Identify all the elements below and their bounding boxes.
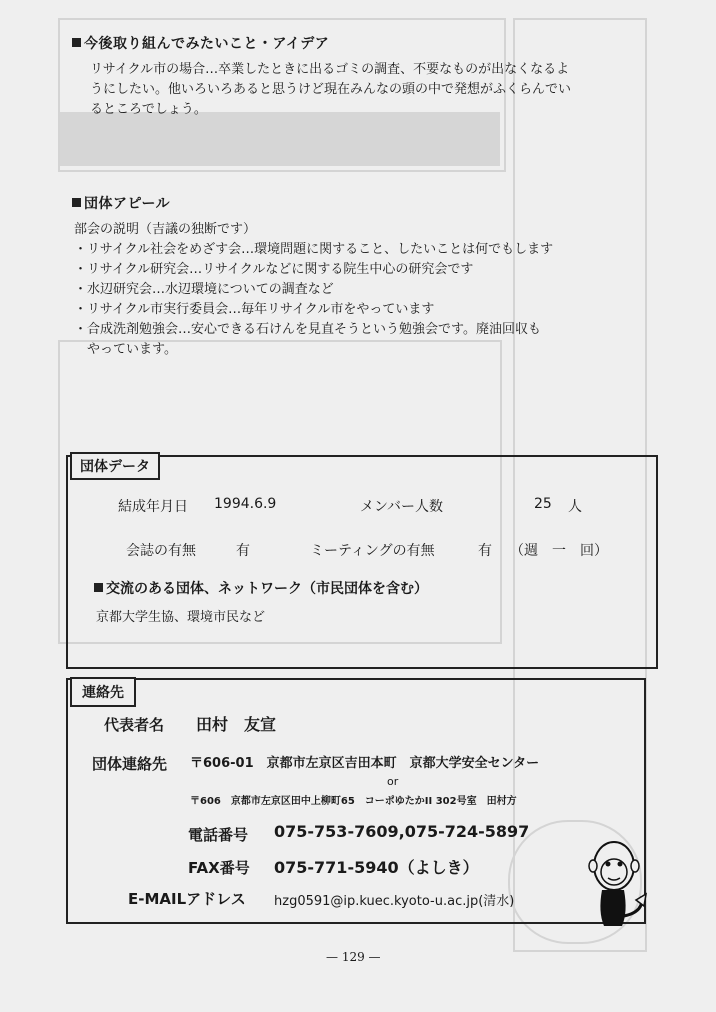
ideas-line: うにしたい。他いろいろあると思うけど現在みんなの頭の中で発想がふくらんでい: [90, 82, 572, 97]
bulletin-label: 会誌の有無: [126, 543, 196, 559]
ideas-heading: [72, 33, 329, 53]
appeal-item: やっています。: [74, 342, 177, 357]
ideas-line: るところでしょう。: [90, 102, 207, 117]
network-heading: [94, 578, 428, 598]
square-bullet-icon: [72, 198, 81, 207]
meeting-value: 有: [478, 543, 492, 559]
monkey-mascot-icon: [586, 836, 648, 932]
founded-label: 結成年月日: [118, 499, 188, 515]
appeal-text: [74, 220, 644, 360]
founded-value: 1994.6.9: [214, 496, 277, 512]
group-data-box: [66, 455, 658, 669]
appeal-item: ・リサイクル研究会…リサイクルなどに関する院生中心の研究会です: [74, 262, 474, 277]
tel-value: 075-753-7609,075-724-5897: [274, 822, 530, 841]
group-data-tab: 団体データ: [70, 452, 160, 480]
members-label: メンバー人数: [360, 499, 444, 515]
address-primary: 〒606-01 京都市左京区吉田本町 京都大学安全センター: [190, 756, 540, 771]
square-bullet-icon: [72, 38, 81, 47]
network-heading-text: 交流のある団体、ネットワーク（市民団体を含む）: [106, 581, 428, 597]
members-value: 25: [534, 496, 552, 512]
meeting-label: ミーティングの有無: [310, 543, 435, 559]
rep-value: 田村 友宣: [196, 715, 277, 734]
appeal-heading-text: 団体アピール: [84, 196, 171, 212]
square-bullet-icon: [94, 583, 103, 592]
fax-label: FAX番号: [188, 859, 250, 877]
tel-label: 電話番号: [188, 826, 249, 844]
appeal-intro: 部会の説明（吉議の独断です）: [74, 222, 257, 237]
address-or: or: [387, 775, 399, 788]
fax-value: 075-771-5940（よしき）: [274, 858, 479, 877]
email-value: hzg0591@ip.kuec.kyoto-u.ac.jp(清水): [274, 894, 515, 909]
bleed-through-band: [60, 112, 500, 166]
address-label: 団体連絡先: [92, 755, 168, 773]
email-label: E-MAILアドレス: [128, 890, 246, 908]
page-number: — 129 —: [326, 950, 381, 964]
bulletin-value: 有: [236, 543, 250, 559]
appeal-heading: [72, 193, 170, 213]
ideas-line: リサイクル市の場合…卒業したときに出るゴミの調査、不要なものが出なくなるよ: [90, 62, 570, 77]
members-unit: 人: [568, 499, 582, 515]
meeting-frequency: （週 一 回）: [510, 543, 608, 559]
appeal-item: ・合成洗剤勉強会…安心できる石けんを見直そうという勉強会です。廃油回収も: [74, 322, 541, 337]
contact-tab: 連絡先: [70, 677, 136, 707]
ideas-heading-text: 今後取り組んでみたいこと・アイデア: [84, 36, 330, 52]
ideas-text: [90, 60, 640, 120]
appeal-item: ・リサイクル社会をめざす会…環境問題に関すること、したいことは何でもします: [74, 242, 554, 257]
address-secondary: 〒606 京都市左京区田中上柳町65 コーポゆたかII 302号室 田村方: [190, 796, 517, 807]
network-value: 京都大学生協、環境市民など: [96, 610, 266, 625]
rep-label: 代表者名: [104, 716, 165, 734]
appeal-item: ・水辺研究会…水辺環境についての調査など: [74, 282, 334, 297]
appeal-item: ・リサイクル市実行委員会…毎年リサイクル市をやっています: [74, 302, 435, 317]
